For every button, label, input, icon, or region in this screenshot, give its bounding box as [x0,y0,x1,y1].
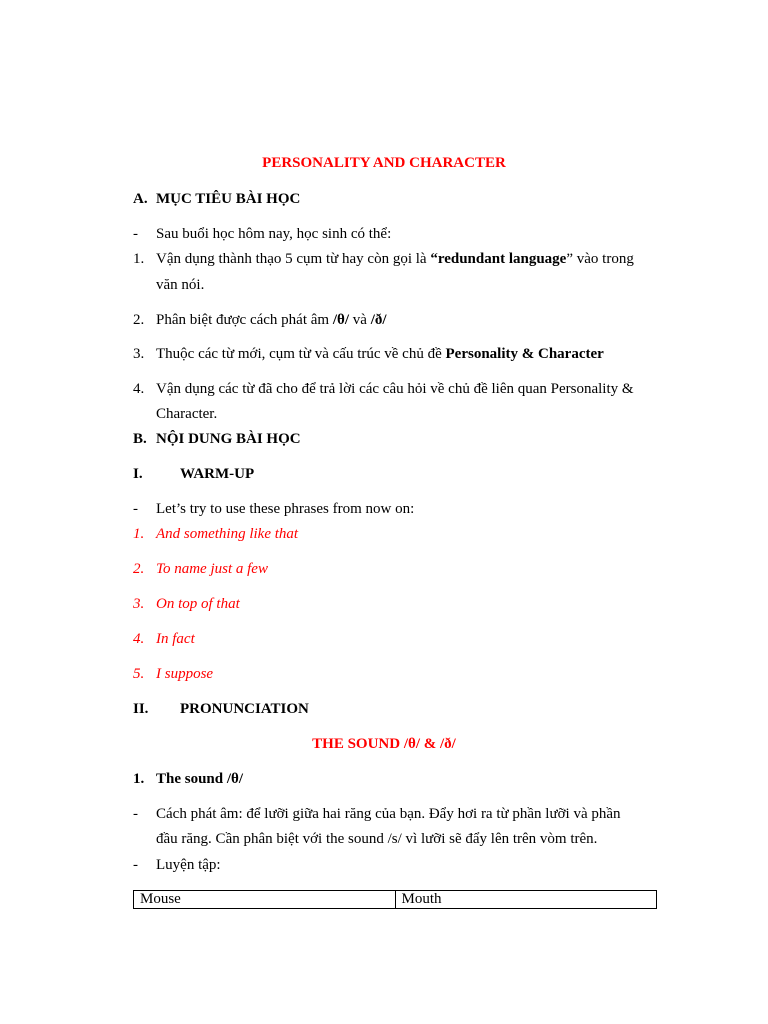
how-to-line2: đầu răng. Cần phân biệt với the sound /s/ vì lưỡi sẽ đẩy lên trên vòm trên. [156,831,598,847]
objective-2-mid: và [349,312,371,328]
table-cell: Mouse [134,891,396,909]
objective-3-text [156,345,604,363]
objective-1-text [156,250,634,268]
objective-1-cont: văn nói. [156,277,205,293]
objective-2-bold1: /θ/ [332,312,350,328]
warmup-title: WARM-UP [180,466,255,482]
objective-4-cont: Character. [156,406,218,422]
section-b-marker: B. [133,431,147,447]
objective-3-pre: Thuộc các từ mới, cụm từ và cấu trúc về chủ đề [156,346,446,362]
objective-3-marker: 3. [133,346,145,362]
objective-2-bold2: /ð/ [370,312,387,328]
phrase-4-text: In fact [156,631,195,647]
objective-4-marker: 4. [133,381,145,397]
section-a-title: MỤC TIÊU BÀI HỌC [156,191,301,207]
objective-1-pre: Vận dụng thành thạo 5 cụm từ hay còn gọi là [156,251,431,267]
section-b-title: NỘI DUNG BÀI HỌC [156,431,301,447]
objective-2-marker: 2. [133,312,145,328]
warmup-intro-text: Let’s try to use these phrases from now on: [156,501,415,517]
objective-2-text [156,311,387,329]
practice-table [133,890,657,909]
phrase-1-marker: 1. [133,526,145,542]
practice-marker: - [133,857,138,873]
phrase-5-text: I suppose [156,666,214,682]
warmup-marker: I. [133,466,143,482]
page-title: PERSONALITY AND CHARACTER [262,155,506,171]
phrase-4-marker: 4. [133,631,145,647]
sound-1-marker: 1. [133,771,145,787]
how-to-marker: - [133,806,138,822]
objective-1-post: ” vào trong [566,251,634,267]
phrase-5-marker: 5. [133,666,145,682]
phrase-2-text: To name just a few [156,561,268,577]
phrase-3-marker: 3. [133,596,145,612]
objective-4-text: Vận dụng các từ đã cho để trả lời các câu hỏi về chủ đề liên quan Personality & [156,381,634,397]
objective-2-pre: Phân biệt được cách phát âm [156,312,333,328]
objective-1-bold: “redundant language [430,251,567,267]
pronunciation-marker: II. [133,701,149,717]
table-cell: Mouth [395,891,657,909]
practice-text: Luyện tập: [156,857,221,873]
objectives-intro-text: Sau buổi học hôm nay, học sinh có thể: [156,226,392,242]
objectives-intro-marker: - [133,226,138,242]
section-a-marker: A. [133,191,148,207]
phrase-1-text: And something like that [156,526,299,542]
phrase-2-marker: 2. [133,561,145,577]
table-row [134,891,657,909]
how-to-line1: Cách phát âm: để lưỡi giữa hai răng của bạn. Đẩy hơi ra từ phần lưỡi và phần [156,806,621,822]
sound-title: THE SOUND /θ/ & /ð/ [312,736,456,752]
sound-1-title: The sound /θ/ [156,771,244,787]
objective-3-bold: Personality & Character [445,346,604,362]
pronunciation-title: PRONUNCIATION [180,701,309,717]
warmup-intro-marker: - [133,501,138,517]
phrase-3-text: On top of that [156,596,240,612]
objective-1-marker: 1. [133,251,145,267]
